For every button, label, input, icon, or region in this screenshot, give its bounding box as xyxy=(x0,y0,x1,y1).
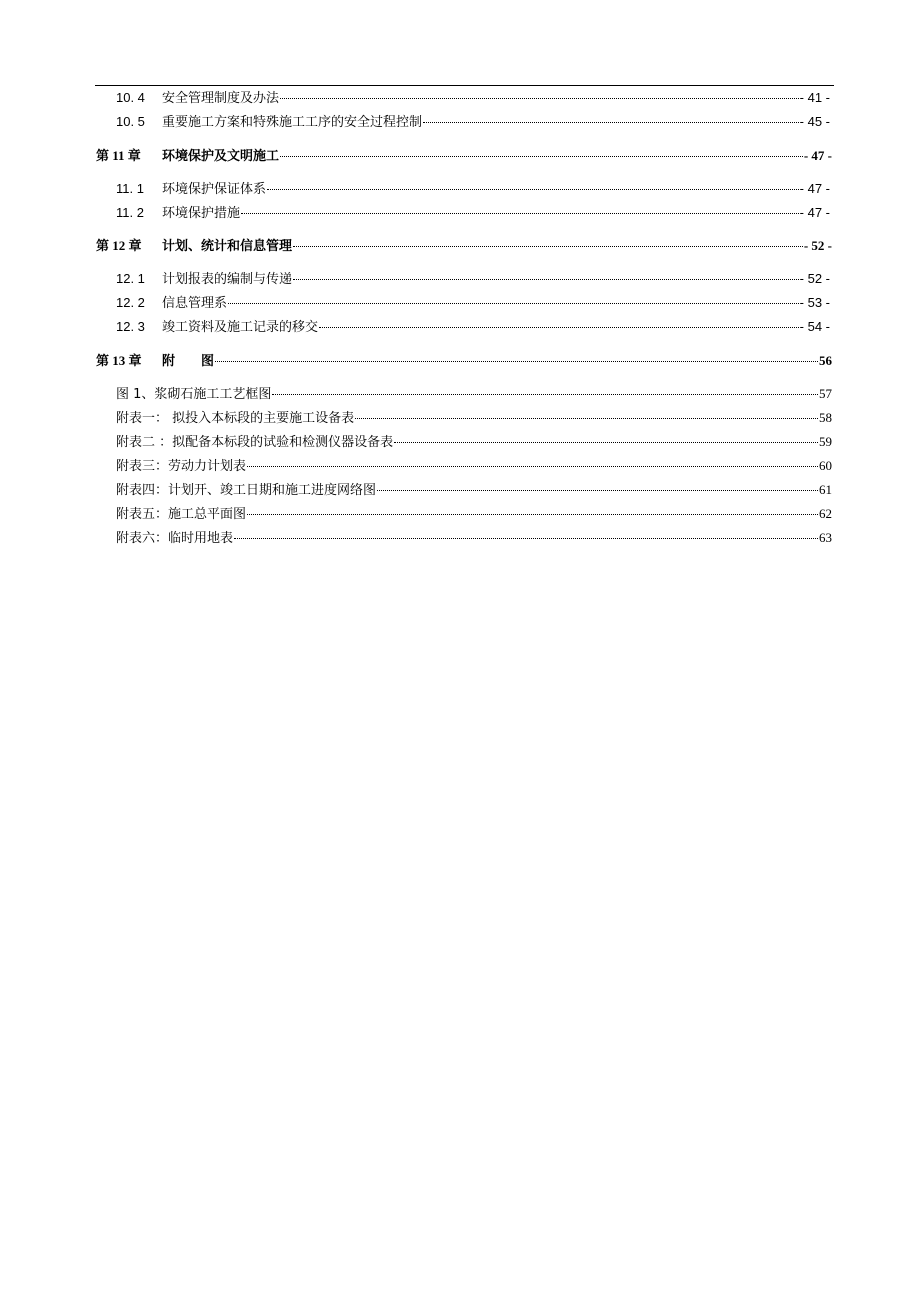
toc-entry[interactable] xyxy=(116,295,830,312)
toc-entry-number: 11. 2 xyxy=(116,205,144,220)
toc-chapter-title: 计划、统计和信息管理 xyxy=(162,239,293,254)
toc-entry-page: - 41 - xyxy=(799,90,830,105)
toc-appendix-page: 57 xyxy=(819,386,832,401)
toc-appendix-entry[interactable] xyxy=(116,410,832,427)
toc-appendix-title: 附表四：计划开、竣工日期和施工进度网络图 xyxy=(116,483,377,498)
toc-entry-page: - 47 - xyxy=(799,181,830,196)
toc-appendix-title: 图 1、浆砌石施工工艺框图 xyxy=(116,387,272,402)
toc-appendix-title: 附表二 ：拟配备本标段的试验和检测仪器设备表 xyxy=(116,435,394,450)
toc-entry-title: 安全管理制度及办法 xyxy=(162,91,280,106)
dot-leader xyxy=(293,246,803,247)
dot-leader xyxy=(280,98,799,99)
toc-appendix-entry[interactable] xyxy=(116,386,832,403)
toc-appendix-entry[interactable] xyxy=(116,482,832,499)
toc-chapter-number: 第 13 章 xyxy=(96,353,142,368)
toc-appendix-title: 附表三：劳动力计划表 xyxy=(116,459,247,474)
toc-appendix-page: 58 xyxy=(819,410,832,425)
toc-entry-title: 竣工资料及施工记录的移交 xyxy=(162,320,319,335)
toc-chapter-page: 56 xyxy=(819,353,832,368)
toc-entry-number: 10. 5 xyxy=(116,114,145,129)
toc-entry-title: 环境保护保证体系 xyxy=(162,182,267,197)
toc-entry-page: - 52 - xyxy=(799,271,830,286)
dot-leader xyxy=(247,514,818,515)
toc-appendix-page: 63 xyxy=(819,530,832,545)
toc-entry-page: - 47 - xyxy=(799,205,830,220)
toc-entry-page: - 54 - xyxy=(799,319,830,334)
toc-chapter-page: - 47 - xyxy=(803,148,832,163)
toc-appendix-page: 60 xyxy=(819,458,832,473)
toc-chapter-entry[interactable] xyxy=(96,148,832,165)
dot-leader xyxy=(228,303,799,304)
toc-appendix-title: 附表六：临时用地表 xyxy=(116,531,234,546)
toc-entry-title: 信息管理系 xyxy=(162,296,228,311)
toc-entry[interactable] xyxy=(116,271,830,288)
dot-leader xyxy=(241,213,799,214)
toc-entry-number: 11. 1 xyxy=(116,181,144,196)
toc-chapter-page: - 52 - xyxy=(803,238,832,253)
toc-chapter-entry[interactable] xyxy=(96,238,832,255)
toc-entry-number: 12. 2 xyxy=(116,295,145,310)
toc-chapter-number: 第 12 章 xyxy=(96,238,142,253)
toc-entry[interactable] xyxy=(116,319,830,336)
toc-chapter-title: 附 图 xyxy=(162,354,215,369)
toc-entry[interactable] xyxy=(116,205,830,222)
dot-leader xyxy=(272,394,818,395)
toc-entry-title: 重要施工方案和特殊施工工序的安全过程控制 xyxy=(162,115,423,130)
toc-entry-number: 12. 1 xyxy=(116,271,145,286)
dot-leader xyxy=(280,156,803,157)
toc-entry[interactable] xyxy=(116,90,830,107)
toc-appendix-entry[interactable] xyxy=(116,506,832,523)
dot-leader xyxy=(215,361,818,362)
dot-leader xyxy=(234,538,818,539)
dot-leader xyxy=(377,490,818,491)
toc-chapter-title: 环境保护及文明施工 xyxy=(162,149,280,164)
toc-chapter-number: 第 11 章 xyxy=(96,148,141,163)
dot-leader xyxy=(423,122,799,123)
toc-chapter-entry[interactable] xyxy=(96,353,832,370)
dot-leader xyxy=(267,189,799,190)
dot-leader xyxy=(319,327,799,328)
toc-entry[interactable] xyxy=(116,181,830,198)
toc-appendix-entry[interactable] xyxy=(116,434,832,451)
toc-entry-number: 10. 4 xyxy=(116,90,145,105)
toc-appendix-entry[interactable] xyxy=(116,458,832,475)
dot-leader xyxy=(355,418,818,419)
toc-appendix-page: 59 xyxy=(819,434,832,449)
toc-appendix-title: 附表一： 拟投入本标段的主要施工设备表 xyxy=(116,411,355,426)
dot-leader xyxy=(247,466,818,467)
dot-leader xyxy=(394,442,818,443)
toc-appendix-title: 附表五：施工总平面图 xyxy=(116,507,247,522)
toc-appendix-page: 61 xyxy=(819,482,832,497)
toc-entry-number: 12. 3 xyxy=(116,319,145,334)
toc-entry[interactable] xyxy=(116,114,830,131)
toc-appendix-page: 62 xyxy=(819,506,832,521)
toc-appendix-entry[interactable] xyxy=(116,530,832,547)
toc-entry-title: 计划报表的编制与传递 xyxy=(162,272,293,287)
toc-entry-page: - 45 - xyxy=(799,114,830,129)
toc-entry-page: - 53 - xyxy=(799,295,830,310)
dot-leader xyxy=(293,279,799,280)
toc-entry-title: 环境保护措施 xyxy=(162,206,241,221)
